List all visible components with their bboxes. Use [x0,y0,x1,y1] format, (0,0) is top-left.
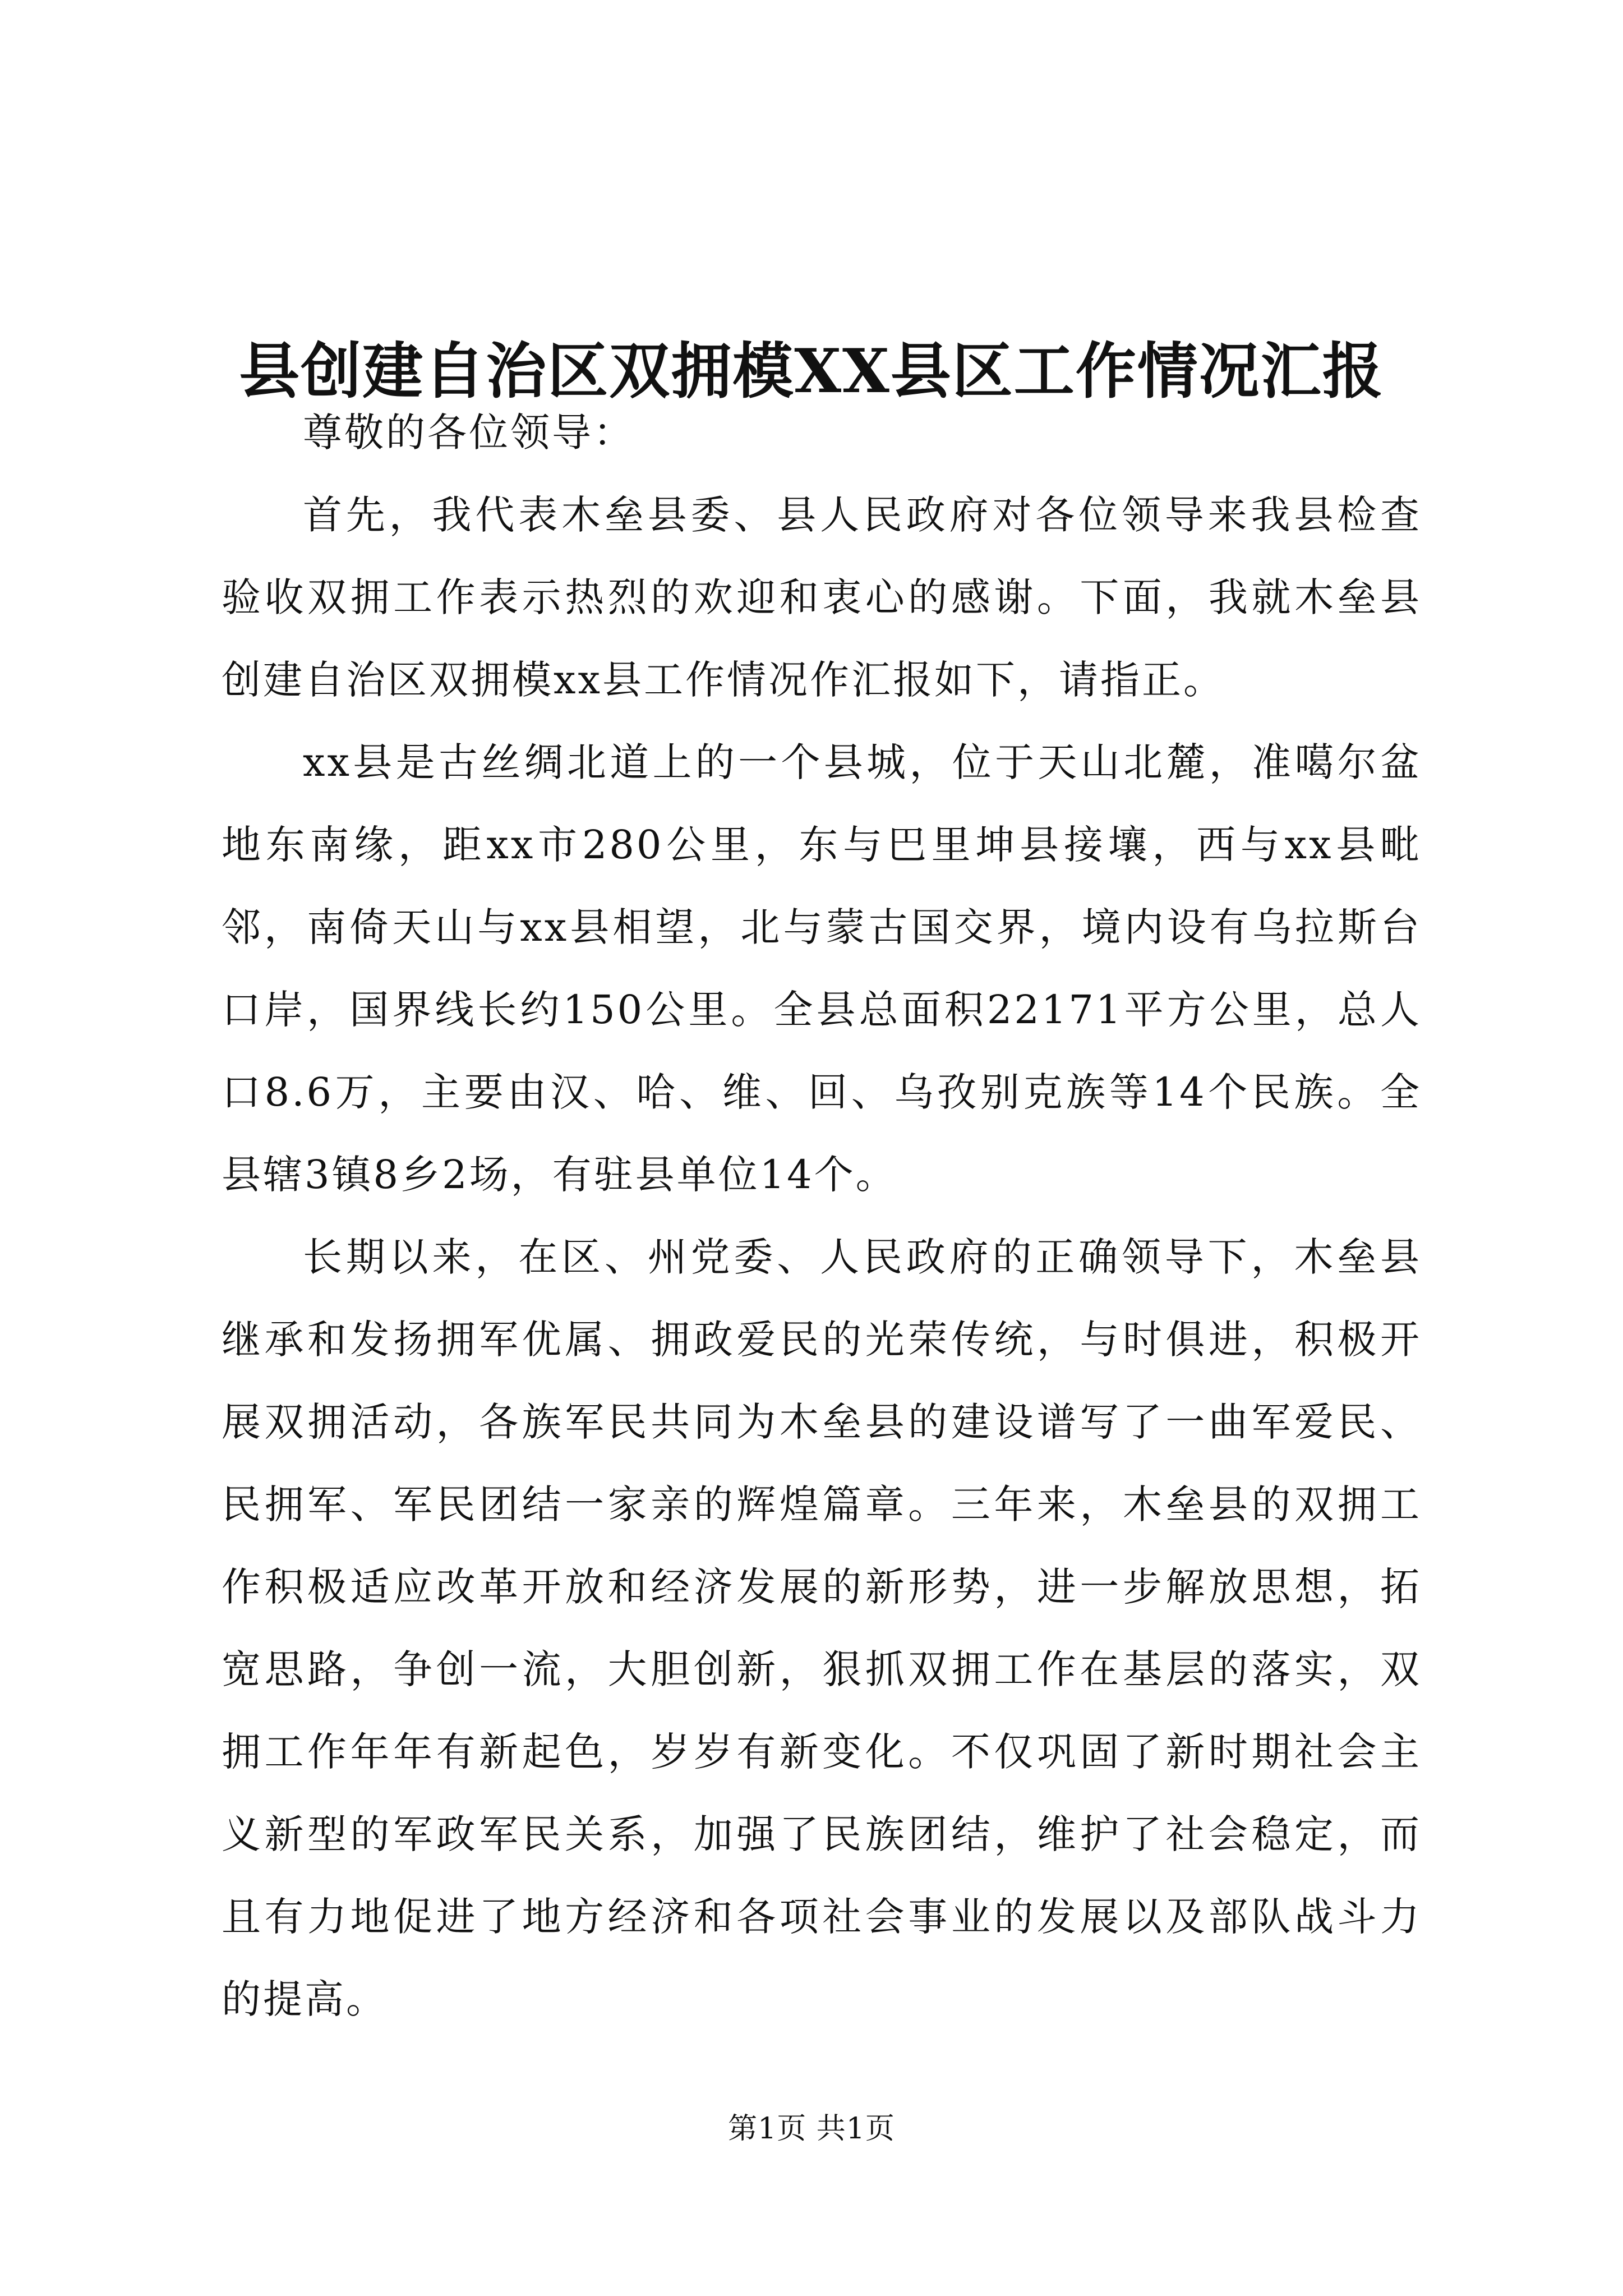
page-footer: 第1页 共1页 [728,2112,895,2146]
paragraph-2: xx县是古丝绸北道上的一个县城，位于天山北麓，准噶尔盆地东南缘，距xx市280公里，东与巴里坤县接壤，西与xx县毗邻，南倚天山与xx县相望，北与蒙古国交界，境内设有乌拉斯台口岸，国界线长约150公里。全县总面积22171平方公里，总人口8.6万，主要由汉、哈、维、回、乌孜别克族等14个民族。全县辖3镇8乡2场，有驻县单位14个。 [222,739,1422,1198]
paragraph-3: 长期以来，在区、州党委、人民政府的正确领导下，木垒县继承和发扬拥军优属、拥政爱民的光荣传统，与时俱进，积极开展双拥活动，各族军民共同为木垒县的建设谱写了一曲军爱民、民拥军、军民团结一家亲的辉煌篇章。三年来，木垒县的双拥工作积极适应改革开放和经济发展的新形势，进一步解放思想，拓宽思路，争创一流，大胆创新，狠抓双拥工作在基层的落实，双拥工作年年有新起色，岁岁有新变化。不仅巩固了新时期社会主义新型的军政军民关系，加强了民族团结，维护了社会稳定，而且有力地促进了地方经济和各项社会事业的发展以及部队战斗力的提高。 [222,1234,1422,2022]
document-title: 县创建自治区双拥模XX县区工作情况汇报 [239,336,1384,407]
paragraph-1: 首先，我代表木垒县委、县人民政府对各位领导来我县检查验收双拥工作表示热烈的欢迎和衷心的感谢。下面，我就木垒县创建自治区双拥模xx县工作情况作汇报如下，请指正。 [222,492,1422,703]
document-body [222,392,1422,2041]
salutation: 尊敬的各位领导： [303,409,635,455]
